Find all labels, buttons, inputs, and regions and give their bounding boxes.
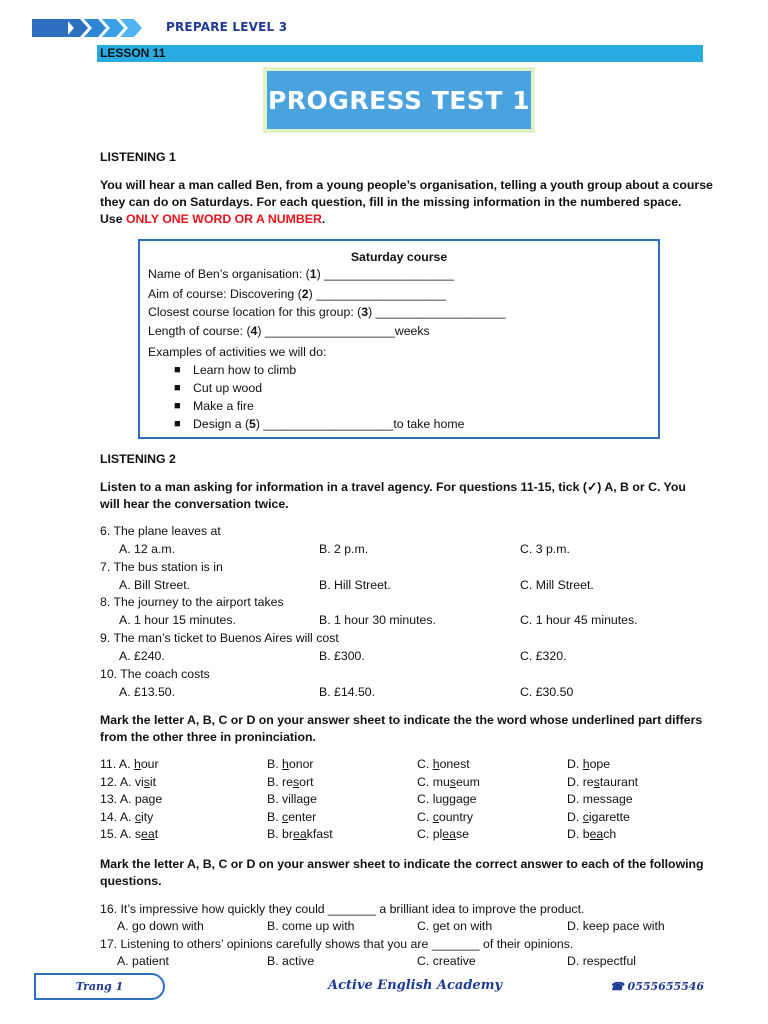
option-a: A. £240. xyxy=(119,649,165,664)
form-line: Closest course location for this group: (3) ___________________ xyxy=(148,305,506,319)
question-stem: 9. The man’s ticket to Buenos Aires will cost xyxy=(100,631,339,646)
pronunciation-option: C. please xyxy=(417,827,469,842)
lesson-label: LESSON 11 xyxy=(100,46,166,60)
question-stem: 17. Listening to others’ opinions carefully shows that you are _______ of their opinions. xyxy=(100,937,574,951)
option-c: C. 3 p.m. xyxy=(520,542,570,556)
pronunciation-option: D. message xyxy=(567,792,633,807)
answer-option: C. creative xyxy=(417,954,476,968)
answer-option: D. keep pace with xyxy=(567,919,665,933)
form-title: Saturday course xyxy=(350,250,448,264)
listening2-instructions: Listen to a man asking for information in a travel agency. For questions 11-15, tick (✓) A, B or C. You will hear the conversation twice. xyxy=(100,480,686,511)
pronunciation-option: C. museum xyxy=(417,774,480,789)
listening2-heading: LISTENING 2 xyxy=(100,452,176,466)
lesson-bar xyxy=(97,45,703,62)
phone-number: 0555655546 xyxy=(627,980,705,993)
option-a: A. 1 hour 15 minutes. xyxy=(119,613,236,628)
bullet-square-icon: ■ xyxy=(174,364,181,376)
pronunciation-option: 14. A. city xyxy=(100,809,154,824)
answer-option: C. get on with xyxy=(417,919,493,933)
pronunciation-option: D. restaurant xyxy=(567,774,639,789)
form-line: Length of course: (4) ___________________weeks xyxy=(148,324,430,338)
form-line: Examples of activities we will do: xyxy=(148,345,327,359)
option-b: B. Hill Street. xyxy=(319,577,391,592)
pronunciation-option: 12. A. visit xyxy=(100,774,157,789)
question-stem: 10. The coach costs xyxy=(100,666,210,681)
answer-option: D. respectful xyxy=(567,954,637,968)
header-chevron-banner xyxy=(32,17,150,39)
question-stem: 8. The journey to the airport takes xyxy=(100,595,284,610)
option-c: C. Mill Street. xyxy=(520,577,594,592)
pronunciation-option: B. center xyxy=(267,809,317,824)
option-c: C. £320. xyxy=(520,649,567,664)
grammar-instructions: Mark the letter A, B, C or D on your answer sheet to indicate the correct answer to each of the following questions. xyxy=(100,857,704,888)
pronunciation-option: B. resort xyxy=(267,774,314,789)
activity-item: Cut up wood xyxy=(193,381,263,395)
answer-option: A. go down with xyxy=(117,919,204,933)
bullet-square-icon: ■ xyxy=(174,418,181,430)
listening1-instructions: You will hear a man called Ben, from a young people’s organisation, telling a youth group about a course they can do on Saturdays. For each question, fill in the missing information in the numbered space. Use ONLY ONE WORD OR A NUMBER. xyxy=(100,178,713,226)
pronunciation-option: C. country xyxy=(417,809,474,824)
pronunciation-option: B. breakfast xyxy=(267,827,333,842)
question-stem: 7. The bus station is in xyxy=(100,559,223,574)
option-a: A. £13.50. xyxy=(119,684,176,699)
option-b: B. 1 hour 30 minutes. xyxy=(319,613,436,628)
activity-item: Design a (5) ___________________to take home xyxy=(193,417,465,431)
pronunciation-option: B. village xyxy=(267,792,317,807)
option-c: C. £30.50 xyxy=(520,684,574,699)
pronunciation-option: D. hope xyxy=(567,757,611,771)
option-b: B. 2 p.m. xyxy=(319,542,369,556)
question-stem: 16. It’s impressive how quickly they could _______ a brilliant idea to improve the product. xyxy=(100,902,585,916)
form-line: Name of Ben’s organisation: (1) ___________________ xyxy=(148,267,455,281)
pronunciation-option: C. honest xyxy=(417,757,470,771)
form-line: Aim of course: Discovering (2) ___________________ xyxy=(148,287,447,301)
bullet-square-icon: ■ xyxy=(174,382,181,394)
pronunciation-option: B. honor xyxy=(267,757,314,771)
pronunciation-option: 11. A. hour xyxy=(100,757,159,771)
option-a: A. Bill Street. xyxy=(119,577,191,592)
page-number-tab xyxy=(34,973,165,1000)
pronunciation-option: D. cigarette xyxy=(567,809,630,824)
footer-phone xyxy=(610,980,704,993)
header-title: PREPARE LEVEL 3 xyxy=(166,20,288,34)
bullet-square-icon: ■ xyxy=(174,400,181,412)
option-c: C. 1 hour 45 minutes. xyxy=(520,613,638,628)
word-limit-emphasis: ONLY ONE WORD OR A NUMBER xyxy=(125,212,322,226)
pronunciation-option: D. beach xyxy=(567,827,617,842)
pronunciation-option: C. luggage xyxy=(417,792,477,807)
activity-item: Learn how to climb xyxy=(193,363,297,377)
answer-option: B. come up with xyxy=(267,919,355,933)
saturday-course-form xyxy=(138,239,660,439)
option-a: A. 12 a.m. xyxy=(119,542,176,556)
pronunciation-option: 13. A. page xyxy=(100,792,163,807)
listening1-heading: LISTENING 1 xyxy=(100,150,176,164)
pronunciation-option: 15. A. seat xyxy=(100,827,159,842)
page-number: Trang 1 xyxy=(75,980,124,993)
phone-icon: ☎ xyxy=(610,980,624,993)
test-title: PROGRESS TEST 1 xyxy=(267,85,531,115)
question-stem: 6. The plane leaves at xyxy=(100,524,221,538)
progress-test-banner xyxy=(263,67,535,133)
academy-name: Active English Academy xyxy=(328,978,503,993)
answer-option: A. patient xyxy=(117,954,169,968)
pronunciation-instructions: Mark the letter A, B, C or D on your answer sheet to indicate the the word whose underlined part differs from the other three in proninciation. xyxy=(100,713,703,744)
activity-item: Make a fire xyxy=(193,399,254,413)
option-b: B. £14.50. xyxy=(319,684,376,699)
answer-option: B. active xyxy=(267,954,315,968)
option-b: B. £300. xyxy=(319,649,365,664)
